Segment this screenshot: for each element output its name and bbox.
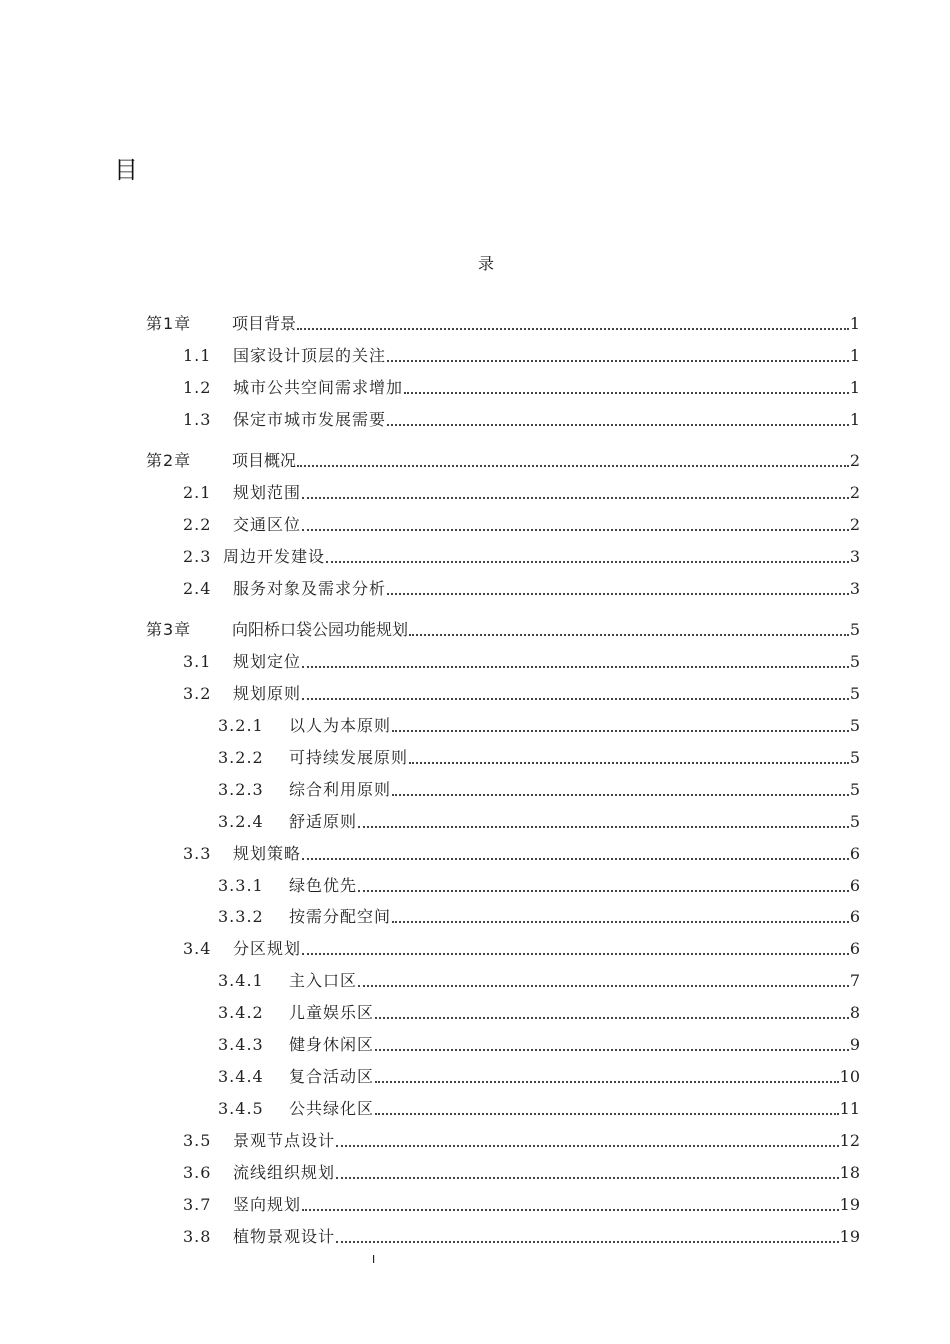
toc-entry-page: 12 xyxy=(839,1131,860,1150)
dot-leader xyxy=(336,1241,839,1243)
toc-entry-label: 绿色优先 xyxy=(289,876,358,895)
toc-entry-page: 2 xyxy=(849,451,860,470)
toc-entry-3-4-3[interactable] xyxy=(218,1033,860,1057)
toc-entry-page: 5 xyxy=(849,652,860,671)
toc-entry-2-4[interactable] xyxy=(183,577,860,601)
dot-leader xyxy=(297,328,849,330)
toc-entry-number: 2.2 xyxy=(183,515,212,534)
toc-entry-page: 7 xyxy=(849,971,860,990)
toc-entry-2-1[interactable] xyxy=(183,481,860,505)
dot-leader xyxy=(392,921,849,923)
toc-entry-3-6[interactable] xyxy=(183,1161,860,1185)
toc-entry-number: 3.4.2 xyxy=(218,1003,264,1022)
toc-entry-label: 项目背景 xyxy=(232,314,297,333)
toc-entry-label: 公共绿化区 xyxy=(289,1099,375,1118)
toc-entry-label: 城市公共空间需求增加 xyxy=(233,378,404,397)
toc-entry-number: 3.4.1 xyxy=(218,971,264,990)
toc-entry-1-3[interactable] xyxy=(183,408,860,432)
toc-entry-page: 11 xyxy=(839,1099,860,1118)
toc-entry-label: 向阳桥口袋公园功能规划 xyxy=(232,620,409,639)
toc-entry-number: 3.7 xyxy=(183,1195,212,1214)
dot-leader xyxy=(392,794,849,796)
toc-entry-number: 3.4 xyxy=(183,939,212,958)
toc-entry-number: 3.2.3 xyxy=(218,780,264,799)
toc-entry-number: 2.4 xyxy=(183,579,212,598)
toc-entry-label: 周边开发建设 xyxy=(223,547,326,566)
page-number-footer: I xyxy=(372,1253,376,1266)
toc-entry-label: 主入口区 xyxy=(289,971,358,990)
toc-entry-3-4-1[interactable] xyxy=(218,969,860,993)
toc-entry-number: 3.8 xyxy=(183,1227,212,1246)
toc-entry-3-2-2[interactable] xyxy=(218,746,860,770)
toc-entry-number: 3.3.2 xyxy=(218,907,264,926)
toc-entry-number: 1.2 xyxy=(183,378,212,397)
toc-title-part1: 目 xyxy=(114,156,138,184)
toc-entry-number: 3.4.5 xyxy=(218,1099,264,1118)
dot-leader xyxy=(375,1081,839,1083)
toc-entry-page: 2 xyxy=(849,483,860,502)
toc-entry-number: 第3章 xyxy=(146,620,192,639)
toc-entry-page: 5 xyxy=(849,748,860,767)
dot-leader xyxy=(336,1145,839,1147)
dot-leader xyxy=(387,424,849,426)
toc-entry-chapter-1[interactable] xyxy=(146,312,860,336)
toc-title-part2: 录 xyxy=(478,254,495,273)
dot-leader xyxy=(302,529,849,531)
toc-entry-number: 2.3 xyxy=(183,547,212,566)
toc-entry-3-7[interactable] xyxy=(183,1193,860,1217)
toc-entry-number: 1.3 xyxy=(183,410,212,429)
toc-entry-label: 服务对象及需求分析 xyxy=(233,579,387,598)
toc-entry-label: 儿童娱乐区 xyxy=(289,1003,375,1022)
toc-entry-3-2[interactable] xyxy=(183,682,860,706)
toc-entry-label: 按需分配空间 xyxy=(289,907,392,926)
toc-entry-label: 复合活动区 xyxy=(289,1067,375,1086)
toc-entry-label: 规划范围 xyxy=(233,483,302,502)
toc-entry-label: 景观节点设计 xyxy=(233,1131,336,1150)
toc-entry-3-4-4[interactable] xyxy=(218,1065,860,1089)
toc-entry-3-2-3[interactable] xyxy=(218,778,860,802)
toc-entry-1-2[interactable] xyxy=(183,376,860,400)
toc-entry-3-1[interactable] xyxy=(183,650,860,674)
toc-entry-label: 竖向规划 xyxy=(233,1195,302,1214)
toc-entry-label: 健身休闲区 xyxy=(289,1035,375,1054)
toc-entry-label: 流线组织规划 xyxy=(233,1163,336,1182)
toc-entry-number: 3.4.4 xyxy=(218,1067,264,1086)
toc-entry-page: 5 xyxy=(849,620,860,639)
toc-entry-number: 3.3 xyxy=(183,844,212,863)
toc-entry-number: 3.4.3 xyxy=(218,1035,264,1054)
dot-leader xyxy=(387,593,849,595)
toc-entry-3-8[interactable] xyxy=(183,1225,860,1249)
toc-entry-3-4[interactable] xyxy=(183,937,860,961)
toc-entry-label: 保定市城市发展需要 xyxy=(233,410,387,429)
dot-leader xyxy=(375,1017,849,1019)
toc-entry-number: 3.6 xyxy=(183,1163,212,1182)
toc-entry-number: 3.2.2 xyxy=(218,748,264,767)
toc-entry-3-5[interactable] xyxy=(183,1129,860,1153)
dot-leader xyxy=(302,858,849,860)
toc-entry-number: 第1章 xyxy=(146,314,192,333)
toc-entry-page: 6 xyxy=(849,907,860,926)
dot-leader xyxy=(336,1177,839,1179)
toc-entry-page: 9 xyxy=(849,1035,860,1054)
toc-entry-label: 以人为本原则 xyxy=(289,716,392,735)
toc-entry-number: 3.2.1 xyxy=(218,716,264,735)
toc-entry-label: 规划策略 xyxy=(233,844,302,863)
toc-entry-label: 植物景观设计 xyxy=(233,1227,336,1246)
dot-leader xyxy=(302,953,849,955)
toc-entry-number: 第2章 xyxy=(146,451,192,470)
toc-entry-label: 规划定位 xyxy=(233,652,302,671)
toc-entry-page: 1 xyxy=(849,410,860,429)
toc-entry-label: 交通区位 xyxy=(233,515,302,534)
toc-entry-page: 5 xyxy=(849,780,860,799)
toc-entry-number: 1.1 xyxy=(183,346,212,365)
dot-leader xyxy=(375,1049,849,1051)
toc-entry-page: 19 xyxy=(839,1227,860,1246)
toc-entry-label: 规划原则 xyxy=(233,684,302,703)
toc-entry-3-3-2[interactable] xyxy=(218,905,860,929)
toc-entry-number: 3.2.4 xyxy=(218,812,264,831)
dot-leader xyxy=(409,762,849,764)
toc-entry-page: 10 xyxy=(839,1067,860,1086)
toc-entry-page: 3 xyxy=(849,547,860,566)
toc-entry-3-3-1[interactable] xyxy=(218,874,860,898)
toc-entry-page: 8 xyxy=(849,1003,860,1022)
dot-leader xyxy=(302,698,849,700)
toc-entry-3-2-4[interactable] xyxy=(218,810,860,834)
toc-entry-number: 3.5 xyxy=(183,1131,212,1150)
dot-leader xyxy=(326,561,849,563)
toc-entry-page: 5 xyxy=(849,684,860,703)
dot-leader xyxy=(302,497,849,499)
dot-leader xyxy=(387,360,849,362)
toc-entry-page: 6 xyxy=(849,939,860,958)
toc-entry-page: 5 xyxy=(849,812,860,831)
toc-entry-label: 项目概况 xyxy=(232,451,297,470)
toc-entry-page: 6 xyxy=(849,876,860,895)
toc-entry-page: 1 xyxy=(849,378,860,397)
dot-leader xyxy=(302,666,849,668)
toc-entry-3-2-1[interactable] xyxy=(218,714,860,738)
toc-entry-3-4-5[interactable] xyxy=(218,1097,860,1121)
dot-leader xyxy=(404,392,849,394)
dot-leader xyxy=(358,985,849,987)
dot-leader xyxy=(358,826,849,828)
toc-entry-page: 19 xyxy=(839,1195,860,1214)
toc-entry-2-2[interactable] xyxy=(183,513,860,537)
toc-entry-page: 6 xyxy=(849,844,860,863)
toc-entry-2-3[interactable] xyxy=(183,545,860,569)
toc-entry-3-3[interactable] xyxy=(183,842,860,866)
toc-entry-number: 3.1 xyxy=(183,652,212,671)
toc-entry-label: 国家设计顶层的关注 xyxy=(233,346,387,365)
dot-leader xyxy=(302,1209,839,1211)
toc-entry-label: 综合利用原则 xyxy=(289,780,392,799)
toc-entry-page: 1 xyxy=(849,346,860,365)
toc-entry-label: 舒适原则 xyxy=(289,812,358,831)
toc-entry-number: 2.1 xyxy=(183,483,212,502)
toc-entry-3-4-2[interactable] xyxy=(218,1001,860,1025)
toc-entry-1-1[interactable] xyxy=(183,344,860,368)
toc-entry-label: 分区规划 xyxy=(233,939,302,958)
dot-leader xyxy=(358,890,849,892)
toc-entry-number: 3.3.1 xyxy=(218,876,264,895)
dot-leader xyxy=(392,730,849,732)
dot-leader xyxy=(409,634,849,636)
toc-entry-page: 18 xyxy=(839,1163,860,1182)
toc-entry-chapter-3[interactable] xyxy=(146,618,860,642)
toc-entry-chapter-2[interactable] xyxy=(146,449,860,473)
toc-entry-page: 2 xyxy=(849,515,860,534)
dot-leader xyxy=(297,465,849,467)
dot-leader xyxy=(375,1113,839,1115)
toc-entry-number: 3.2 xyxy=(183,684,212,703)
toc-entry-page: 3 xyxy=(849,579,860,598)
toc-entry-label: 可持续发展原则 xyxy=(289,748,409,767)
toc-entry-page: 1 xyxy=(849,314,860,333)
toc-entry-page: 5 xyxy=(849,716,860,735)
